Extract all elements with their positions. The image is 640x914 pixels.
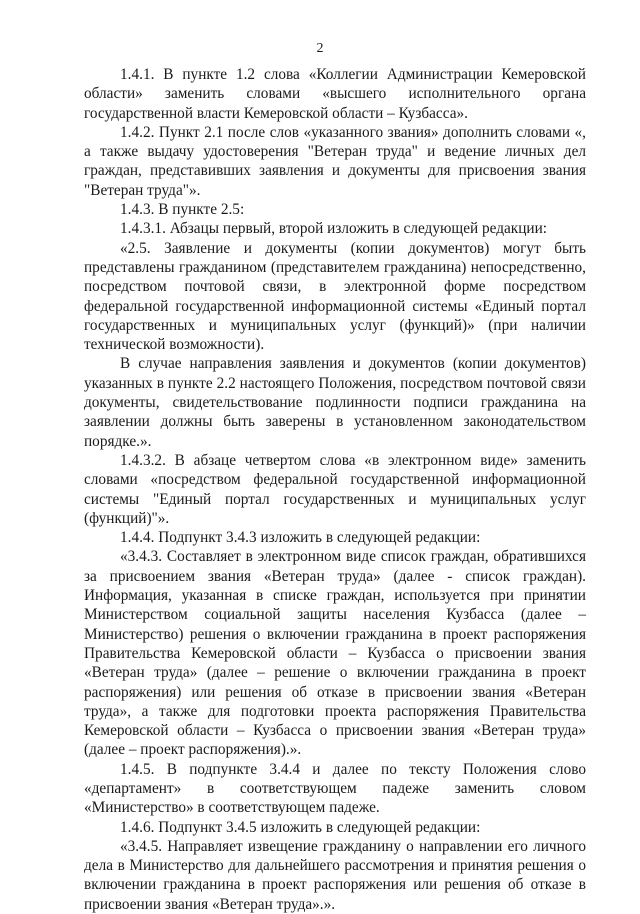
paragraph-postal-case: В случае направления заявления и документов (копии документов) указанных в пункте 2.2 настоящего Положения, посредством почтовой связи документы, свидетельствование подлинности подписи гражданина на заявлении должны быть заверены в установленном законодательством порядке.». <box>84 355 586 450</box>
paragraph-2-5-quote: «2.5. Заявление и документы (копии документов) могут быть представлены гражданином (представителем гражданина) непосредственно, посредством почтовой связи, в электронной форме посредством федеральной государственной информационной системы «Единый портал государственных и муниципальных услуг (функций)» (при наличии технической возможности). <box>84 239 586 354</box>
paragraph-1-4-3-2: 1.4.3.2. В абзаце четвертом слова «в электронном виде» заменить словами «посредством федеральной государственной информационной системы "Единый портал государственных и муниципальных услуг (функций)"». <box>84 451 586 527</box>
paragraph-1-4-3: 1.4.3. В пункте 2.5: <box>120 201 245 219</box>
paragraph-3-4-3-quote: «3.4.3. Составляет в электронном виде список граждан, обратившихся за присвоением звания «Ветеран труда» (далее - список граждан). Информация, указанная в списке граждан, используется при принятии Министерством социальной защиты населения Кузбасса (далее – Министерство) решения о включении гражданина в проект распоряжения Правительства Кемеровской области – Кузбасса о присвоении звания «Ветеран труда» (далее – решение о включении гражданина в проект распоряжения) или решения об отказе в присвоении звания «Ветеран труда», а также для подготовки проекта распоряжения Правительства Кемеровской области – Кузбасса о присвоении звания «Ветеран труда» (далее – проект распоряжения).». <box>84 548 586 759</box>
page-number: 2 <box>316 41 324 56</box>
paragraph-3-4-5-quote: «3.4.5. Направляет извещение гражданину о направлении его личного дела в Министерство для дальнейшего рассмотрения и принятия решения о включении гражданина в проект распоряжения или решения об отказе в присвоении звания «Ветеран труда».». <box>84 837 586 913</box>
document-body <box>84 65 586 914</box>
paragraph-1-4-5: 1.4.5. В подпункте 3.4.4 и далее по тексту Положения слово «департамент» в соответствующем падеже заменить словом «Министерство» в соответствующем падеже. <box>84 760 586 817</box>
paragraph-1-4-2: 1.4.2. Пункт 2.1 после слов «указанного звания» дополнить словами «, а также выдачу удостоверения "Ветеран труда" и ведение личных дел граждан, представивших заявления и документы для присвоения звания "Ветеран труда"». <box>84 123 586 199</box>
paragraph-1-4-6: 1.4.6. Подпункт 3.4.5 изложить в следующей редакции: <box>120 818 481 836</box>
paragraph-1-4-3-1: 1.4.3.1. Абзацы первый, второй изложить в следующей редакции: <box>120 220 548 238</box>
paragraph-1-4-4: 1.4.4. Подпункт 3.4.3 изложить в следующей редакции: <box>120 529 481 547</box>
paragraph-1-4-1: 1.4.1. В пункте 1.2 слова «Коллегии Администрации Кемеровской области» заменить словами «высшего исполнительного органа государственной власти Кемеровской области – Кузбасса». <box>84 66 586 122</box>
